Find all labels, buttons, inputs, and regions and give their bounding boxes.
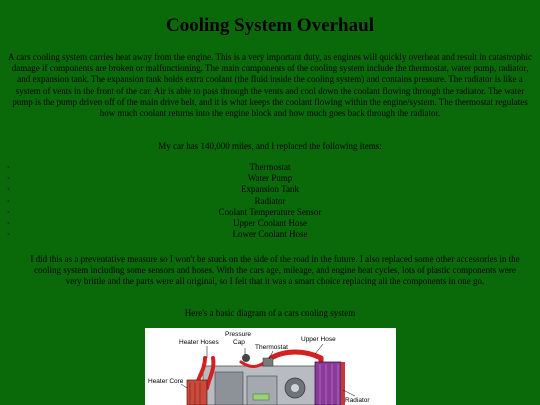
pressure-cap-illustration: [242, 354, 250, 362]
bullet-icon: •: [7, 174, 10, 184]
list-item: [0, 184, 540, 195]
label-cap: Cap: [233, 339, 245, 346]
bullet-icon: •: [7, 230, 10, 240]
list-item: [0, 229, 540, 240]
page-title: Cooling System Overhaul: [166, 15, 374, 36]
list-item: [0, 218, 540, 229]
preventative-note-paragraph: I did this as a preventative measure so I won't be stuck on the side of the road in the future. I also replaced some other accessories in the cooling system including some sensors and hoses. With the cars age, mileage, and engine heat cycles, lots of plastic components were very brittle and the parts were all original, so I felt that it was a smart choice replacing all the components in one go.: [30, 254, 520, 287]
bullet-icon: •: [7, 163, 10, 172]
cooling-system-diagram: [145, 328, 396, 405]
label-upper-hose: Upper Hose: [301, 336, 336, 343]
list-item-label: Water Pump: [247, 173, 293, 184]
list-item-label: Upper Coolant Hose: [233, 218, 307, 229]
label-heater-core: Heater Core: [148, 378, 184, 385]
list-item: [0, 173, 540, 184]
replaced-items-intro: My car has 140,000 miles, and I replaced the following items:: [158, 141, 382, 151]
list-item: [0, 207, 540, 218]
replaced-items-list: [0, 162, 540, 240]
label-thermostat: Thermostat: [255, 344, 288, 351]
list-item: [0, 196, 540, 207]
bullet-icon: •: [7, 219, 10, 229]
list-item-label: Expansion Tank: [241, 184, 299, 195]
list-item-label: Lower Coolant Hose: [232, 229, 308, 240]
list-item-label: Thermostat: [249, 162, 291, 172]
bullet-icon: •: [7, 207, 10, 217]
label-heater-hoses: Heater Hoses: [179, 339, 219, 346]
list-item-label: Radiator: [254, 195, 286, 206]
engine-block-illustration: [203, 366, 323, 405]
cooling-system-diagram-image: [145, 328, 396, 405]
intro-paragraph: A cars cooling system carries heat away from the engine. This is a very important duty, as engines will quickly overheat and result in catastrophic damage if components are broken or malfunctioning. The main components of the cooling system include the thermostat, water pump, radiator, and expansion tank. The expansion tank holds extra coolant (the fluid inside the cooling system) and contains pressure. The radiator is like a system of vents in the front of the car. Air is able to pass through the vents and cool down the coolant flowing through the radiator. The water pump is the pump driven off of the main drive belt, and it is what keeps the coolant flowing within the engine/system. The thermostat regulates how much coolant returns into the engine block and how much goes back through the radiator.: [7, 52, 533, 119]
diagram-caption: Here's a basic diagram of a cars cooling system: [184, 308, 356, 318]
label-radiator: Radiator: [345, 397, 370, 404]
list-item-label: Coolant Temperature Sensor: [218, 206, 322, 217]
radiator-illustration: [315, 362, 345, 405]
list-item: [0, 162, 540, 173]
label-pressure: Pressure: [225, 331, 252, 338]
thermostat-illustration: [263, 358, 273, 366]
heater-core-illustration: [187, 380, 207, 405]
bullet-icon: •: [7, 185, 10, 195]
bullet-icon: •: [7, 196, 10, 206]
